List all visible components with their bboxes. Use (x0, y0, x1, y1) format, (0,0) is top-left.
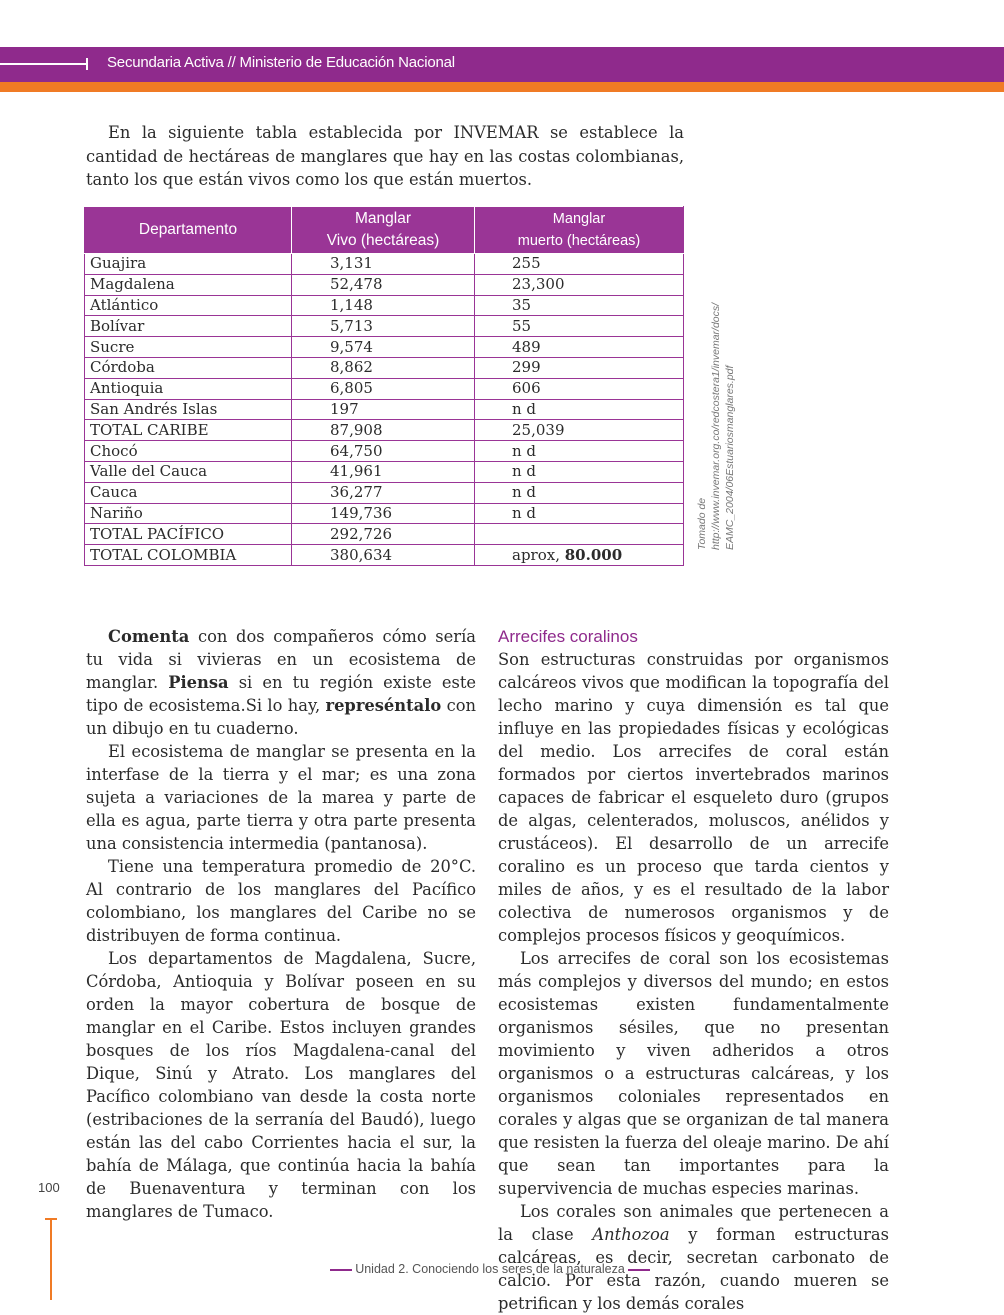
footer-rule-right (628, 1269, 650, 1271)
source-note-line2: EAMC_2004/06Estuariosmanglares.pdf (724, 365, 736, 550)
cell-departamento: Valle del Cauca (85, 461, 292, 482)
table-row (85, 399, 684, 420)
cell-departamento: Guajira (85, 254, 292, 275)
cell-vivo: 52,478 (292, 274, 475, 295)
header-orange-stripe (0, 82, 1004, 92)
table-row (85, 482, 684, 503)
cell-muerto: 299 (475, 357, 684, 378)
italic-anthozoa: Anthozoa (592, 1225, 670, 1244)
right-paragraph-1: Son estructuras construidas por organismos calcáreos vivos que modifican la topografía del lecho marino y cuya dimensión es tal que influye en las propiedades físicas y ecológicas del medio. Los arrecifes de coral están formados por ciertos invertebrados marinos capaces de fabricar el esqueleto duro (grupos de algas, celenterados, moluscos, anélidos y crustáceos). El desarrollo de un arrecife coralino es un proceso que tarda cientos y miles de años, y es el resultado de la labor colectiva de numerosos organismos y de complejos procesos físicos y geoquímicos. (498, 650, 889, 945)
table-row (85, 378, 684, 399)
header-departamento: Departamento (85, 207, 292, 254)
cell-departamento: Chocó (85, 441, 292, 462)
cell-vivo: 41,961 (292, 461, 475, 482)
table-row (85, 461, 684, 482)
cell-departamento: TOTAL PACÍFICO (85, 524, 292, 545)
cell-muerto: 489 (475, 337, 684, 358)
cell-vivo: 1,148 (292, 295, 475, 316)
header-rule-tick (86, 58, 88, 70)
section-heading: Arrecifes coralinos (498, 627, 638, 646)
text-span: si en tu región existe este tipo de ecosistema.Si lo hay, (86, 673, 477, 715)
cell-departamento: Córdoba (85, 357, 292, 378)
text-span: con dos compañeros cómo sería tu vida si vivieras en un ecosistema de manglar. (86, 627, 476, 692)
cell-muerto: 55 (475, 316, 684, 337)
bold-representalo: represéntalo (325, 696, 442, 715)
cell-vivo: 36,277 (292, 482, 475, 503)
table-row (85, 295, 684, 316)
table-row (85, 503, 684, 524)
cell-vivo: 5,713 (292, 316, 475, 337)
header-manglar-muerto-line2: muerto (hectáreas) (517, 233, 641, 249)
table-row (85, 337, 684, 358)
cell-vivo: 197 (292, 399, 475, 420)
cell-muerto: 606 (475, 378, 684, 399)
left-paragraph-3: Tiene una temperatura promedio de 20°C. Al contrario de los manglares del Pacífico colombiano, los manglares del Caribe no se distribuyen de forma continua. (86, 857, 476, 945)
cell-muerto: 255 (475, 254, 684, 275)
footer (320, 1262, 660, 1276)
cell-departamento: TOTAL COLOMBIA (85, 545, 292, 566)
cell-muerto: n d (475, 441, 684, 462)
cell-departamento: Nariño (85, 503, 292, 524)
table-row (85, 357, 684, 378)
cell-vivo: 3,131 (292, 254, 475, 275)
cell-vivo: 87,908 (292, 420, 475, 441)
cell-departamento: Atlántico (85, 295, 292, 316)
left-paragraph-1 (86, 625, 476, 740)
cell-muerto (475, 524, 684, 545)
cell-muerto: 23,300 (475, 274, 684, 295)
cell-muerto-prefix: aprox, (512, 545, 565, 564)
cell-vivo: 6,805 (292, 378, 475, 399)
text-span: y forman estructuras calcáreas, es decir, secretan carbonato de calcio. Por esta razón, cuando mueren se petrifican y los demás corales (498, 1225, 889, 1313)
cell-vivo: 64,750 (292, 441, 475, 462)
cell-departamento: Magdalena (85, 274, 292, 295)
cell-muerto: n d (475, 482, 684, 503)
table-row-total-colombia (85, 545, 684, 566)
table-row (85, 524, 684, 545)
footer-unit: Unidad 2. (355, 1262, 409, 1276)
cell-vivo: 149,736 (292, 503, 475, 524)
margin-rule (50, 1218, 52, 1300)
cell-departamento: Bolívar (85, 316, 292, 337)
page-number: 100 (38, 1180, 60, 1195)
cell-departamento: Antioquia (85, 378, 292, 399)
table-row (85, 274, 684, 295)
cell-muerto: 25,039 (475, 420, 684, 441)
bold-piensa: Piensa (168, 673, 229, 692)
cell-muerto: 35 (475, 295, 684, 316)
table-body (85, 254, 684, 545)
right-paragraph-3 (498, 1200, 889, 1315)
cell-departamento: TOTAL CARIBE (85, 420, 292, 441)
left-paragraph-4: Los departamentos de Magdalena, Sucre, Córdoba, Antioquia y Bolívar poseen en su orden la mayor cobertura de bosque de manglar en el Caribe. Estos incluyen grandes bosques de los ríos Magdalena-canal del Dique, Sinú y Atrato. Los manglares del Pacífico colombiano van desde la costa norte (estribaciones de la serranía del Baudó), luego están las del cabo Corrientes hacia el sur, la bahía de Málaga, que continúa hacia la bahía de Buenaventura y terminan con los manglares de Tumaco. (86, 949, 476, 1221)
source-note-line1: Tomado de http://www.invemar.org.co/redcostera1/invemar/docs/ (696, 302, 722, 550)
cell-departamento: Sucre (85, 337, 292, 358)
footer-rule-left (330, 1269, 352, 1271)
cell-departamento: San Andrés Islas (85, 399, 292, 420)
cell-muerto-bold: 80.000 (564, 545, 623, 564)
bold-comenta: Comenta (108, 627, 190, 646)
text-span: con un dibujo en tu cuaderno. (86, 696, 476, 738)
header-manglar-vivo (292, 207, 475, 254)
header-title: Secundaria Activa // Ministerio de Educación Nacional (107, 54, 455, 71)
table-row (85, 441, 684, 462)
source-note (695, 270, 737, 550)
header-manglar-vivo-line2: Vivo (hectáreas) (326, 232, 440, 249)
header-rule (0, 63, 86, 65)
intro-paragraph (86, 121, 684, 192)
intro-text: En la siguiente tabla establecida por INVEMAR se establece la cantidad de hectáreas de manglares que hay en las costas colombianas, tanto los que están vivos como los que están muertos. (86, 123, 684, 189)
text-span: Los corales son animales que pertenecen a la clase (498, 1202, 889, 1244)
header-manglar-vivo-line1: Manglar (355, 210, 411, 227)
right-column (498, 625, 889, 1315)
table-row (85, 254, 684, 275)
cell-vivo: 292,726 (292, 524, 475, 545)
cell-vivo: 380,634 (292, 545, 475, 566)
cell-muerto: n d (475, 399, 684, 420)
cell-muerto: n d (475, 503, 684, 524)
right-paragraph-2: Los arrecifes de coral son los ecosistemas más complejos y diversos del mundo; en estos ecosistemas existen fundamentalmente organismos sésiles, que no presentan movimiento y viven adheridos a otros organismos o a estructuras calcáreas, y los organismos coloniales representados en corales y algas que se organizan de tal manera que resisten la fuerza del oleaje marino. De ahí que sean tan importantes para la supervivencia de muchas especies marinas. (498, 949, 889, 1198)
mangrove-table (84, 206, 684, 566)
footer-title: Conociendo los seres de la naturaleza (408, 1262, 625, 1276)
cell-muerto (475, 545, 684, 566)
cell-vivo: 8,862 (292, 357, 475, 378)
left-paragraph-2: El ecosistema de manglar se presenta en la interfase de la tierra y el mar; es una zona sujeta a variaciones de la marea y parte de ella es agua, parte tierra y otra parte presenta una consistencia intermedia (pantanosa). (86, 742, 476, 853)
left-column (86, 625, 476, 1223)
table-header-row (85, 207, 684, 254)
table-row (85, 316, 684, 337)
header-manglar-muerto-line1: Manglar (552, 211, 606, 227)
header-manglar-muerto (475, 207, 684, 254)
table-row (85, 420, 684, 441)
cell-vivo: 9,574 (292, 337, 475, 358)
cell-departamento: Cauca (85, 482, 292, 503)
cell-muerto: n d (475, 461, 684, 482)
